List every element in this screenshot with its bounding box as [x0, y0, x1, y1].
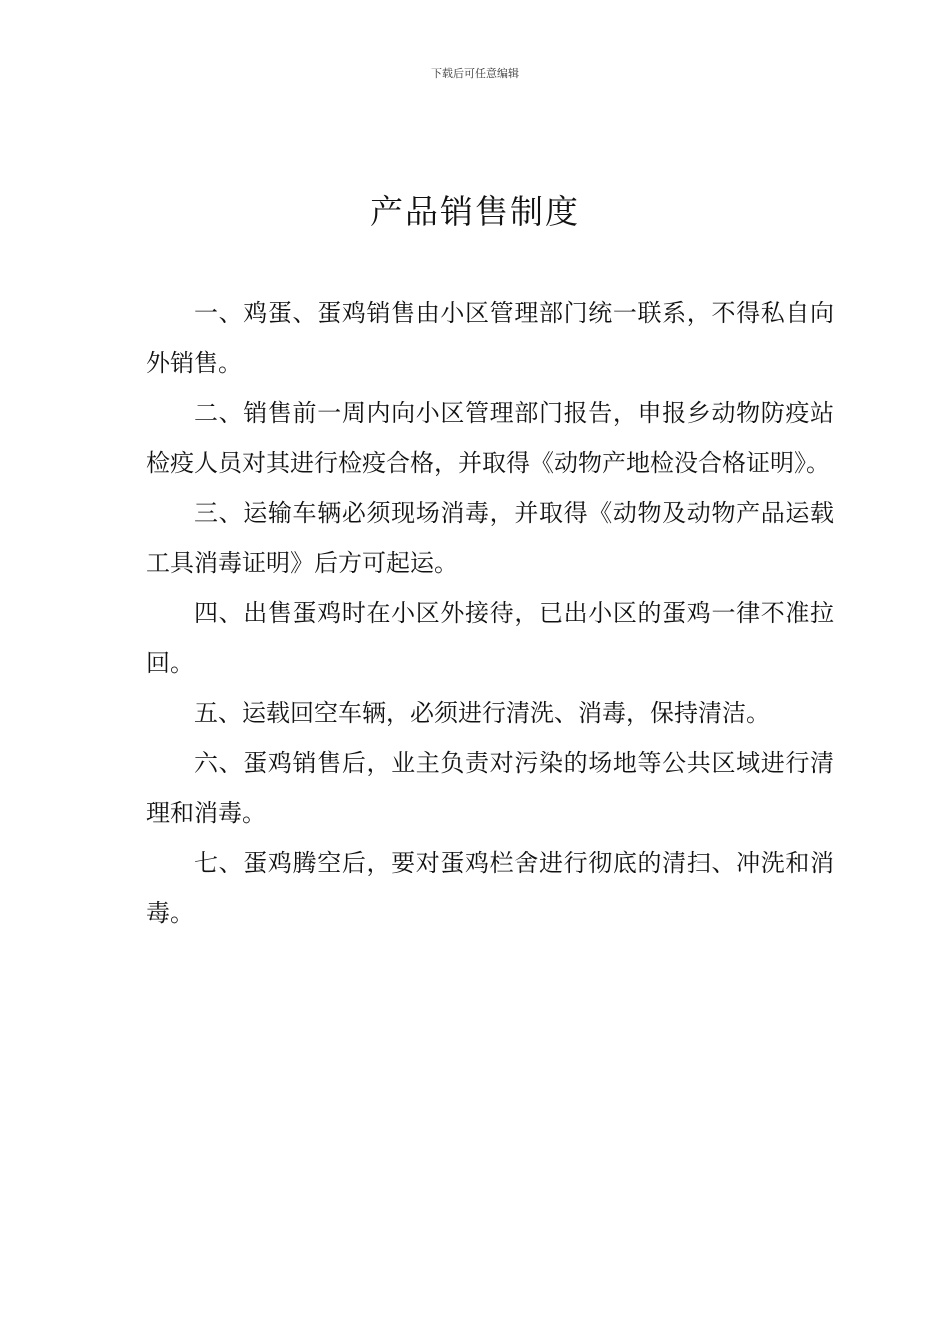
paragraph-5: 五、运载回空车辆，必须进行清洗、消毒，保持清洁。 — [194, 699, 770, 727]
paragraph-3: 三、运输车辆必须现场消毒，并取得《动物及动物产品运载工具消毒证明》后方可起运。 — [146, 499, 834, 577]
header-note: 下载后可任意编辑 — [431, 67, 519, 80]
paragraph-4: 四、出售蛋鸡时在小区外接待，已出小区的蛋鸡一律不准拉回。 — [146, 599, 834, 677]
paragraph-7: 七、蛋鸡腾空后，要对蛋鸡栏舍进行彻底的清扫、冲洗和消毒。 — [146, 849, 834, 927]
paragraph-6: 六、蛋鸡销售后，业主负责对污染的场地等公共区域进行清理和消毒。 — [146, 749, 834, 827]
page-title: 产品销售制度 — [370, 192, 580, 231]
document-body — [146, 288, 834, 938]
paragraph-2: 二、销售前一周内向小区管理部门报告，申报乡动物防疫站检疫人员对其进行检疫合格，并取得《动物产地检没合格证明》。 — [146, 399, 834, 477]
paragraph-1: 一、鸡蛋、蛋鸡销售由小区管理部门统一联系，不得私自向外销售。 — [146, 299, 834, 377]
